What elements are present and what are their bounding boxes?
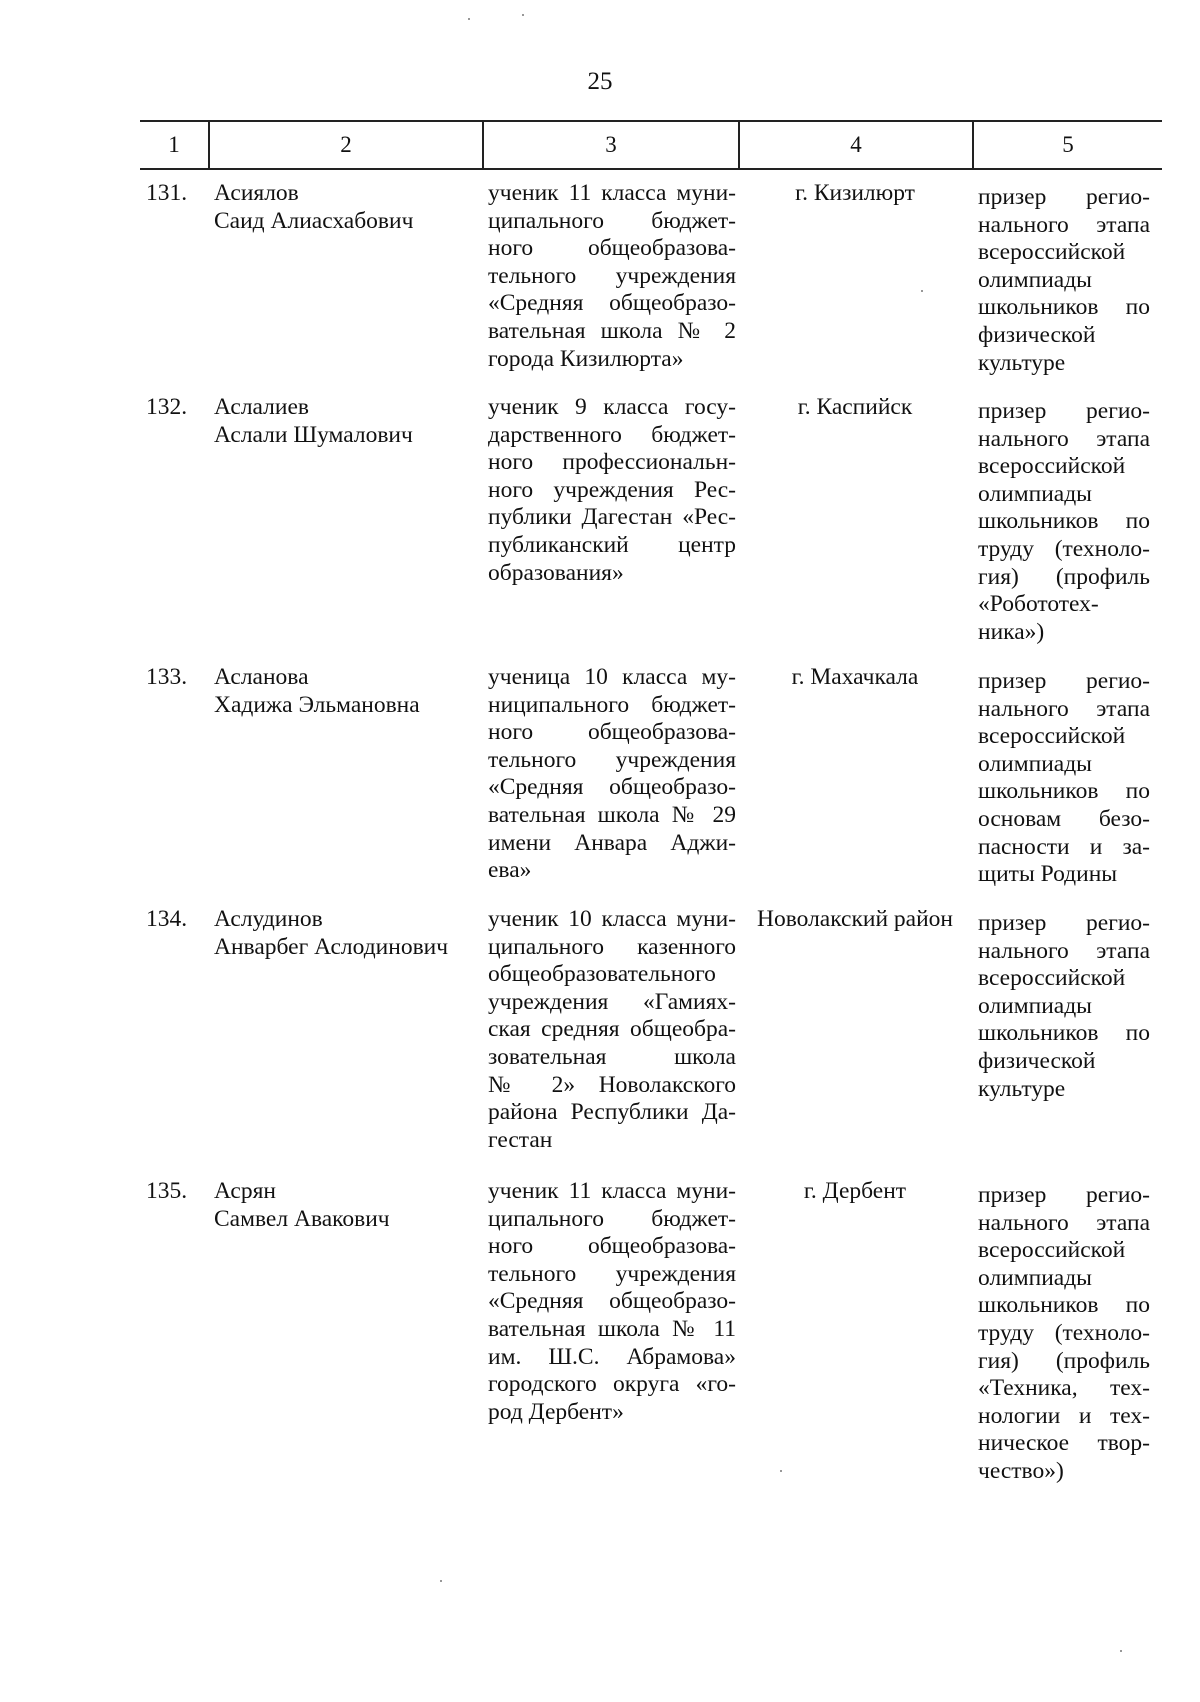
scan-speck [1120,1650,1122,1652]
participant-award [978,398,1150,646]
text-line: ученик 10 класса муни- [488,906,736,932]
scan-speck [780,1470,782,1472]
text-line: ническое твор- [978,1430,1150,1457]
text-line: учреждения «Гамиях- [488,988,736,1015]
text-line: Аслалиев [214,394,310,420]
column-header-1: 1 [168,132,180,157]
text-line: гестан [488,1126,553,1153]
text-line: щиты Родины [978,861,1118,888]
participant-award [978,668,1150,889]
text-line: ученик 9 класса госу- [488,394,736,420]
text-line: Анварбег Аслодинович [214,933,449,960]
text-line: публики Дагестан «Рес- [488,504,736,531]
text-line: чество») [978,1457,1064,1484]
text-line: ева» [488,857,532,884]
text-line: Асиялов [214,180,299,206]
participant-name [214,394,413,449]
text-line: района Республики Да- [488,1099,736,1126]
text-line: гия) (профиль [978,563,1150,590]
text-line: Аслали Шумалович [214,421,413,448]
row-number: 133. [146,664,188,690]
text-line: олимпиады [978,480,1092,507]
scan-speck [440,1580,442,1582]
text-line: образования» [488,559,624,586]
text-line: № 2» Новолакского [488,1071,736,1098]
text-line: Самвел Авакович [214,1205,390,1232]
row-number: 131. [146,180,188,206]
text-line: школьников по [978,778,1150,805]
text-line: гия) (профиль [978,1347,1150,1374]
text-line: тельного учреждения [488,1260,736,1287]
text-line: тельного учреждения [488,262,736,289]
text-line: нального этапа [978,937,1150,964]
text-line: ципального бюджет- [488,1205,736,1232]
text-line: нального этапа [978,425,1150,452]
text-line: вательная школа № 2 [488,317,736,344]
row-number: 135. [146,1178,188,1204]
page-number: 25 [587,68,613,95]
text-line: культуре [978,1075,1066,1102]
text-line: нального этапа [978,695,1150,722]
text-line: род Дербент» [488,1398,624,1425]
row-number: 134. [146,906,188,932]
participant-name [214,906,448,961]
text-line: тельного учреждения [488,746,736,773]
text-line: призер регио- [978,668,1150,694]
text-line: ученик 11 класса муни- [488,1178,736,1204]
text-line: призер регио- [978,184,1150,210]
text-line: Асланова [214,664,309,690]
text-line: ская средняя общеобра- [488,1016,736,1043]
text-line: ного общеобразова- [488,1233,736,1260]
participant-city: г. Каспийск [797,394,913,420]
text-line: Асрян [214,1178,276,1204]
text-line: публиканский центр [488,531,736,558]
text-line: ного общеобразова- [488,719,736,746]
text-line: ника») [978,618,1045,645]
text-line: ципального бюджет- [488,207,736,234]
text-line: всероссийской [978,723,1126,750]
text-line: труду (техноло- [978,1319,1150,1346]
row-number: 132. [146,394,188,420]
text-line: Аслудинов [214,906,323,932]
text-line: зовательная школа [488,1043,736,1070]
text-line: «Техника, тех- [978,1375,1150,1402]
text-line: Хадижа Эльмановна [214,691,420,718]
text-line: города Кизилюрта» [488,345,684,372]
scan-speck [921,290,923,292]
text-line: призер регио- [978,398,1150,424]
text-line: физической [978,321,1096,348]
participant-school [488,180,736,373]
text-line: вательная школа № 11 [488,1315,736,1342]
participant-name [214,664,420,719]
text-line: школьников по [978,1292,1150,1319]
scan-speck [468,18,470,20]
text-line: «Средняя общеобразо- [488,774,736,801]
participant-school [488,664,736,885]
text-line: пасности и за- [978,833,1150,860]
participant-school [488,1178,736,1426]
text-line: городского округа «го- [488,1371,736,1398]
text-line: имени Анвара Аджи- [488,829,736,856]
text-line: ного общеобразова- [488,235,736,262]
participant-school [488,906,736,1154]
text-line: «Средняя общеобразо- [488,290,736,317]
text-line: ципального казенного [488,933,736,960]
text-line: всероссийской [978,239,1126,266]
participant-award [978,1182,1150,1486]
column-header-3: 3 [605,132,617,157]
column-header-5: 5 [1062,132,1074,157]
participant-award [978,910,1150,1103]
text-line: дарственного бюджет- [488,421,736,448]
text-line: всероссийской [978,1237,1126,1264]
text-line: призер регио- [978,910,1150,936]
participant-school [488,394,736,587]
participant-name [214,180,413,235]
participant-city: г. Махачкала [791,664,919,690]
text-line: основам безо- [978,805,1150,832]
text-line: олимпиады [978,266,1092,293]
text-line: олимпиады [978,992,1092,1019]
text-line: вательная школа № 29 [488,801,736,828]
text-line: ученица 10 класса му- [488,664,736,690]
text-line: ниципального бюджет- [488,691,736,718]
column-header-4: 4 [850,132,862,157]
text-line: «Средняя общеобразо- [488,1288,736,1315]
text-line: Саид Алиасхабович [214,207,414,234]
text-line: призер регио- [978,1182,1150,1208]
text-line: всероссийской [978,965,1126,992]
table-header [140,120,1162,170]
participant-city: г. Дербент [803,1178,907,1204]
text-line: ученик 11 класса муни- [488,180,736,206]
text-line: олимпиады [978,1264,1092,1291]
text-line: школьников по [978,1020,1150,1047]
text-line: нального этапа [978,1209,1150,1236]
column-header-2: 2 [340,132,352,157]
text-line: нального этапа [978,211,1150,238]
text-line: школьников по [978,294,1150,321]
text-line: ного учреждения Рес- [488,476,736,503]
text-line: всероссийской [978,453,1126,480]
participant-city: Новолакский район [756,906,954,932]
participant-award [978,184,1150,377]
text-line: труду (техноло- [978,535,1150,562]
text-line: олимпиады [978,750,1092,777]
scan-speck [522,14,524,16]
text-line: нологии и тех- [978,1402,1150,1429]
participant-city: г. Кизилюрт [795,180,915,206]
text-line: «Робототех- [978,591,1099,618]
text-line: ного профессиональн- [488,449,736,476]
participant-name [214,1178,390,1233]
text-line: им. Ш.С. Абрамова» [488,1343,736,1370]
text-line: школьников по [978,508,1150,535]
text-line: физической [978,1047,1096,1074]
text-line: культуре [978,349,1066,376]
text-line: общеобразовательного [488,961,716,988]
